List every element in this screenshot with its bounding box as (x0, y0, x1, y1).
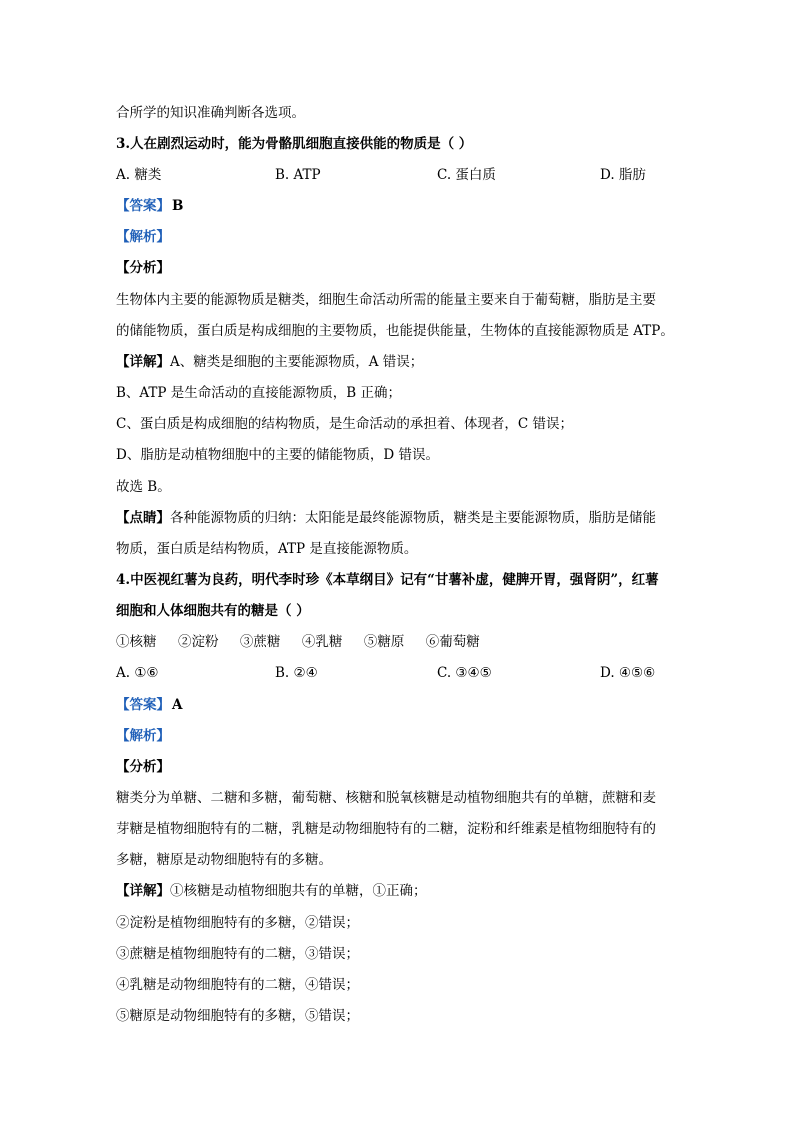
detail-text: ①核糖是动植物细胞共有的单糖，①正确； (170, 883, 427, 899)
detail-row (116, 883, 686, 899)
question-4-title-line-1: 4.中医视红薯为良药，明代李时珍《本草纲目》记有“甘薯补虚，健脾开胃，强肾阴”，红薯 (116, 572, 659, 588)
fenxi-tag: 【分析】 (116, 260, 170, 276)
option-b: B. ②④ (275, 665, 318, 681)
paragraph-line: 的储能物质，蛋白质是构成细胞的主要物质，也能提供能量，生物体的直接能源物质是 ATP。 (116, 323, 674, 339)
paragraph-line: 物质，蛋白质是结构物质，ATP 是直接能源物质。 (116, 541, 418, 557)
option-a: A. ①⑥ (116, 665, 159, 681)
detail-tag: 【详解】 (116, 883, 170, 899)
paragraph-line: D、脂肪是动植物细胞中的主要的储能物质，D 错误。 (116, 447, 439, 463)
option-b: B. ATP (275, 167, 321, 183)
paragraph-line: 合所学的知识准确判断各选项。 (116, 105, 305, 121)
option-d: D. ④⑤⑥ (600, 665, 656, 681)
paragraph-line: 芽糖是植物细胞特有的二糖，乳糖是动物细胞特有的二糖，淀粉和纤维素是植物细胞特有的 (116, 821, 656, 837)
option-a: A. 糖类 (116, 167, 162, 183)
paragraph-line: ⑤糖原是动物细胞特有的多糖，⑤错误； (116, 1008, 359, 1024)
fenxi-tag: 【分析】 (116, 759, 170, 775)
analysis-row (116, 728, 686, 744)
tip-tag: 【点睛】 (116, 510, 170, 526)
paragraph-line: C、蛋白质是构成细胞的结构物质，是生命活动的承担着、体现者，C 错误； (116, 416, 573, 432)
detail-row (116, 354, 686, 370)
tip-row (116, 510, 686, 526)
detail-tag: 【详解】 (116, 354, 170, 370)
paragraph-line: 故选 B。 (116, 479, 171, 495)
option-c: C. 蛋白质 (437, 167, 496, 183)
paragraph-line: ④乳糖是动物细胞特有的二糖，④错误； (116, 977, 359, 993)
paragraph-line: B、ATP 是生命活动的直接能源物质，B 正确； (116, 385, 402, 401)
paragraph-line: 生物体内主要的能源物质是糖类，细胞生命活动所需的能量主要来自于葡萄糖，脂肪是主要 (116, 292, 656, 308)
detail-text: A、糖类是细胞的主要能源物质，A 错误； (170, 354, 424, 370)
answer-value: B (172, 198, 184, 214)
analysis-tag: 【解析】 (116, 229, 170, 245)
answer-row (116, 697, 686, 713)
paragraph-line: ③蔗糖是植物细胞特有的二糖，③错误； (116, 946, 359, 962)
question-4-items: ①核糖 ②淀粉 ③蔗糖 ④乳糖 ⑤糖原 ⑥葡萄糖 (116, 634, 480, 650)
option-c: C. ③④⑤ (437, 665, 492, 681)
answer-tag: 【答案】 (116, 697, 170, 713)
paragraph-line: 多糖，糖原是动物细胞特有的多糖。 (116, 852, 332, 868)
option-d: D. 脂肪 (600, 167, 646, 183)
analysis-row (116, 229, 686, 245)
paragraph-line: ②淀粉是植物细胞特有的多糖，②错误； (116, 915, 359, 931)
question-3-title: 3.人在剧烈运动时，能为骨骼肌细胞直接供能的物质是（ ） (116, 136, 473, 152)
answer-tag: 【答案】 (116, 198, 170, 214)
tip-text: 各种能源物质的归纳：太阳能是最终能源物质，糖类是主要能源物质，脂肪是储能 (170, 510, 656, 526)
paragraph-line: 糖类分为单糖、二糖和多糖，葡萄糖、核糖和脱氧核糖是动植物细胞共有的单糖，蔗糖和麦 (116, 790, 656, 806)
analysis-tag: 【解析】 (116, 728, 170, 744)
answer-row (116, 198, 686, 214)
question-4-title-line-2: 细胞和人体细胞共有的糖是（ ） (116, 603, 310, 619)
answer-value: A (172, 697, 183, 713)
